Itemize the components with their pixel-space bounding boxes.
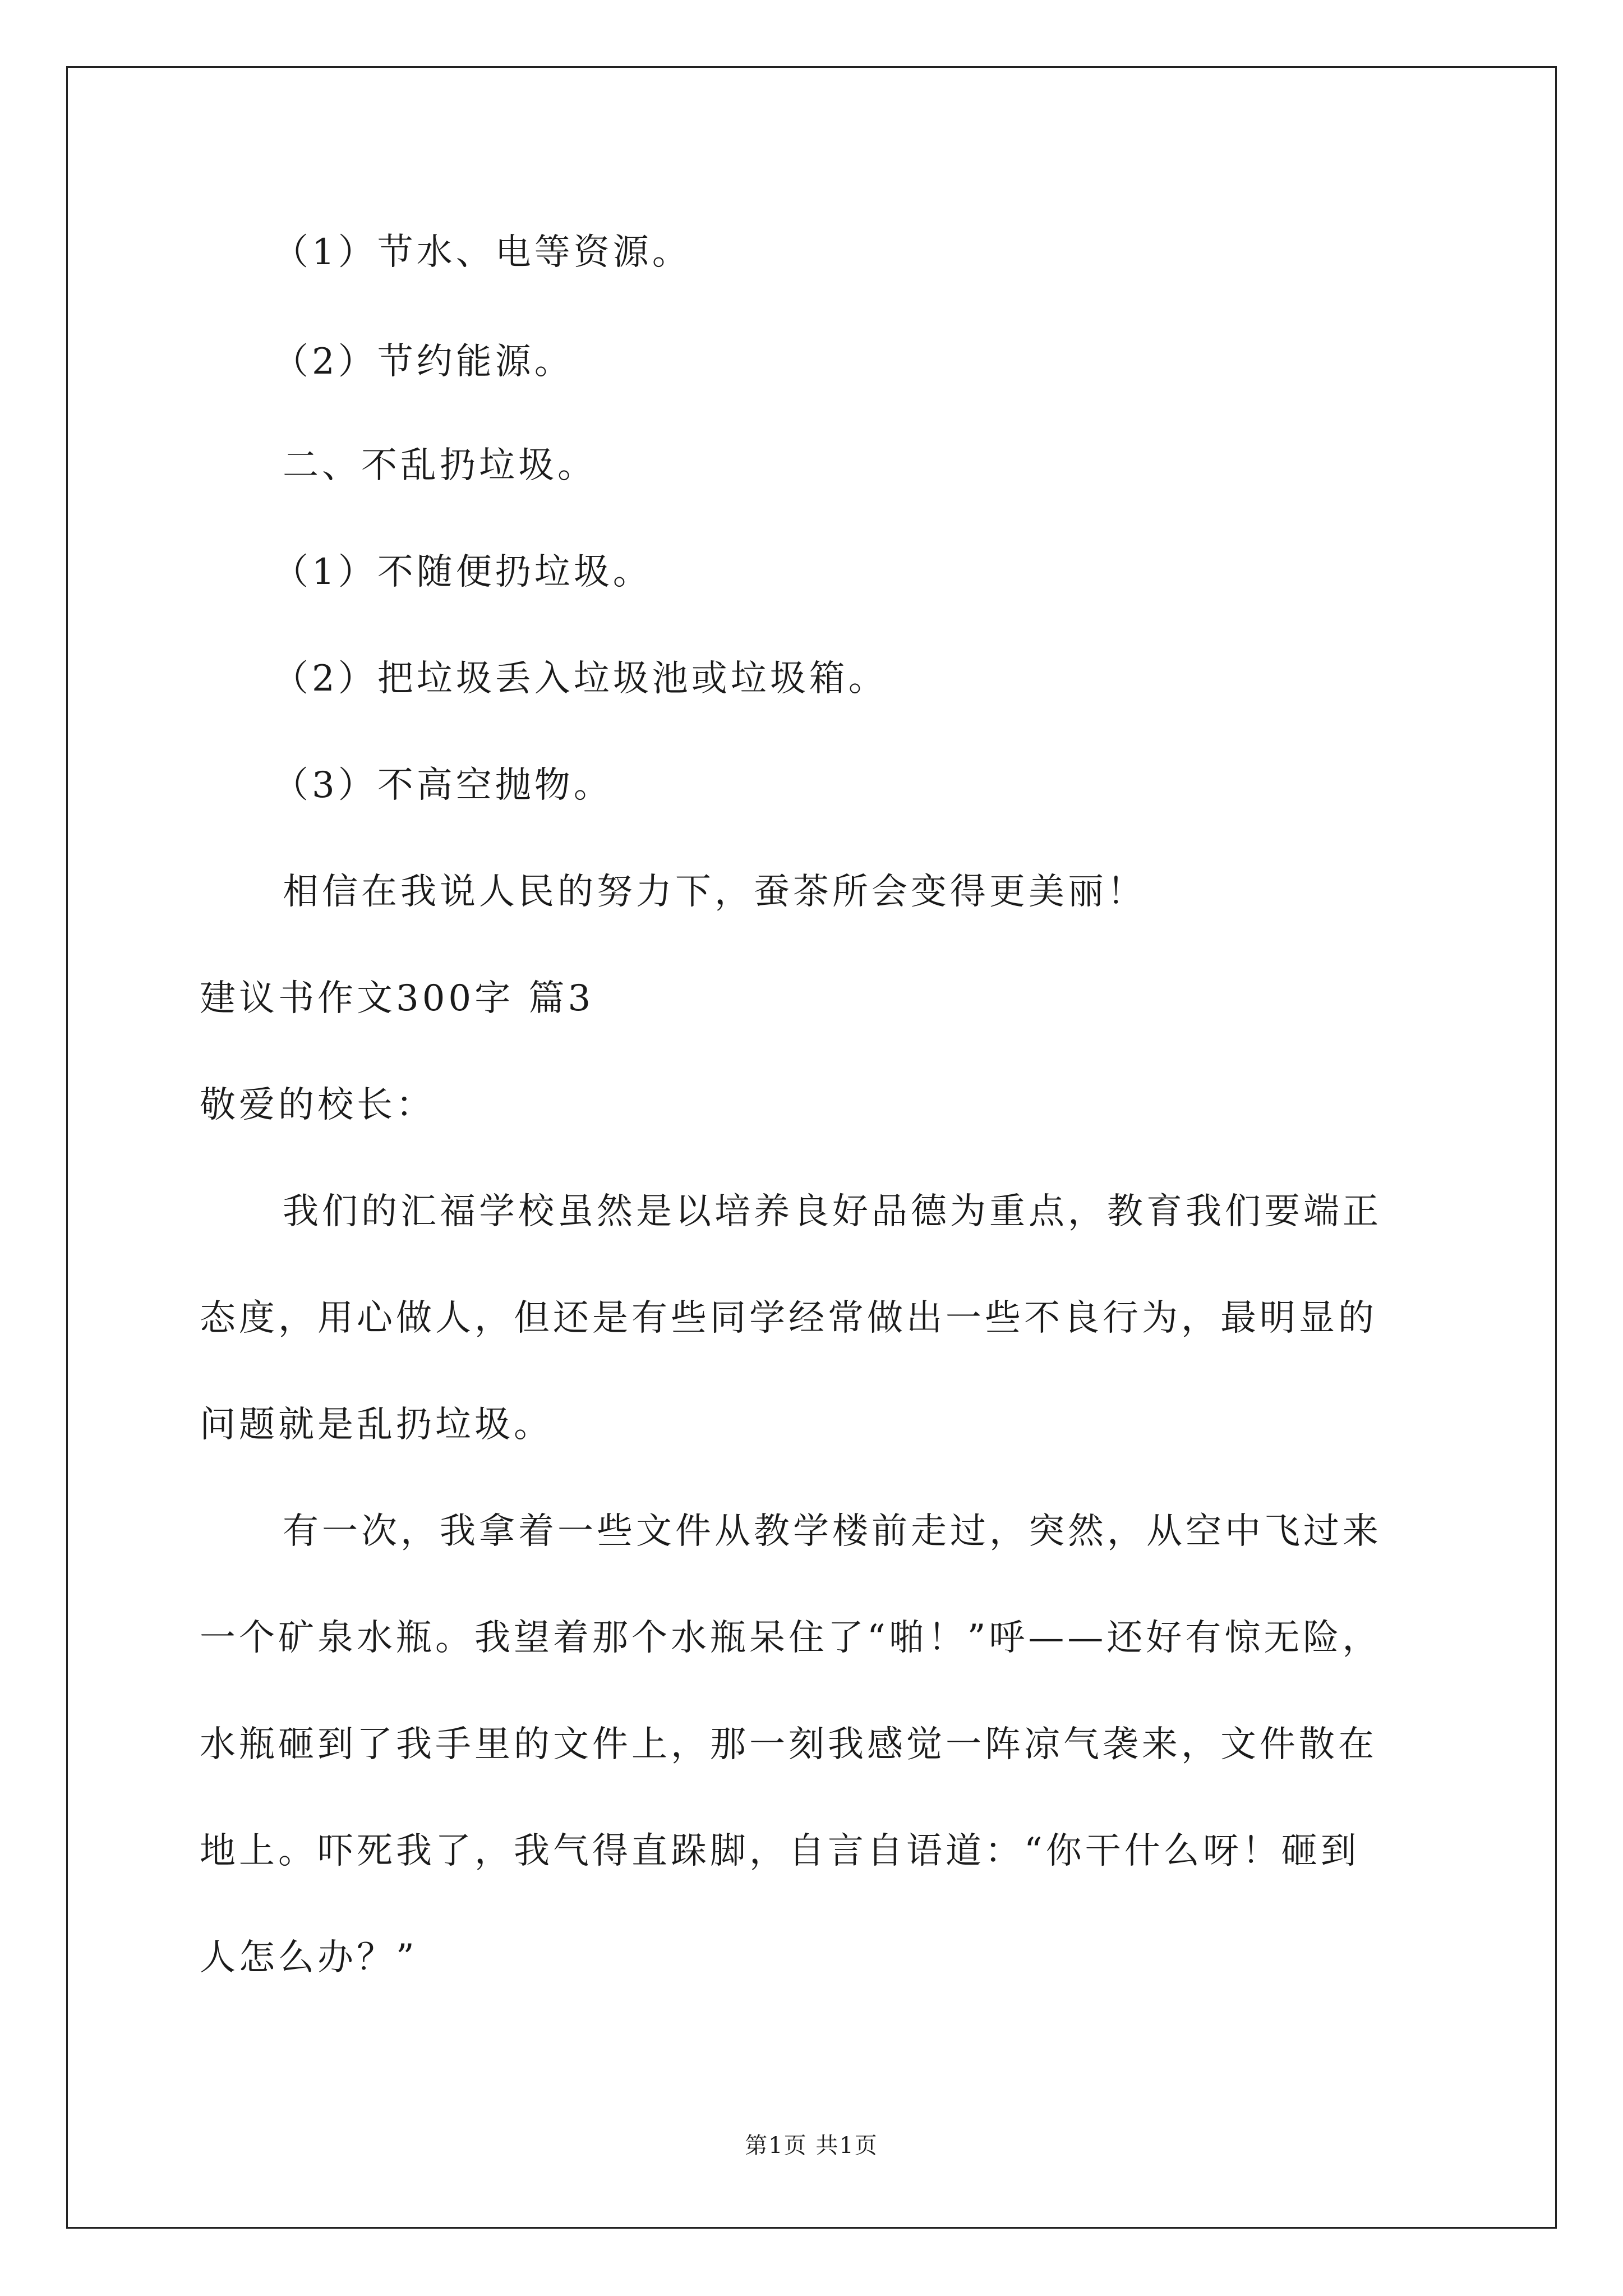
page-footer: 第1页 共1页: [745, 2133, 878, 2159]
paragraph-line: 态度，用心做人，但还是有些同学经常做出一些不良行为，最明显的: [200, 1297, 1377, 1339]
paragraph-line: 有一次，我拿着一些文件从教学楼前走过，突然，从空中飞过来: [283, 1511, 1382, 1552]
list-item: （1）节水、电等资源。: [273, 232, 691, 273]
article-title: 建议书作文300字 篇3: [200, 978, 594, 1019]
list-item: （3）不高空抛物。: [273, 765, 613, 806]
list-item: （1）不随便扔垃圾。: [273, 551, 652, 593]
paragraph-line: 水瓶砸到了我手里的文件上，那一刻我感觉一阵凉气袭来，文件散在: [200, 1724, 1377, 1765]
paragraph-line: 地上。吓死我了，我气得直跺脚，自言自语道：“你干什么呀！砸到: [200, 1830, 1360, 1872]
paragraph-line: 相信在我说人民的努力下，蚕茶所会变得更美丽！: [283, 871, 1146, 913]
section-heading: 二、不乱扔垃圾。: [283, 445, 597, 486]
paragraph-line: 我们的汇福学校虽然是以培养良好品德为重点，教育我们要端正: [283, 1191, 1382, 1232]
paragraph-line: 问题就是乱扔垃圾。: [200, 1404, 553, 1446]
list-item: （2）把垃圾丢入垃圾池或垃圾箱。: [273, 658, 888, 700]
paragraph-line: 人怎么办？”: [200, 1937, 418, 1978]
paragraph-line: 一个矿泉水瓶。我望着那个水瓶呆住了“啪！”呼——还好有惊无险，: [200, 1617, 1382, 1659]
page-border: [66, 66, 1557, 2229]
salutation: 敬爱的校长：: [200, 1084, 435, 1126]
list-item: （2）节约能源。: [273, 341, 574, 383]
